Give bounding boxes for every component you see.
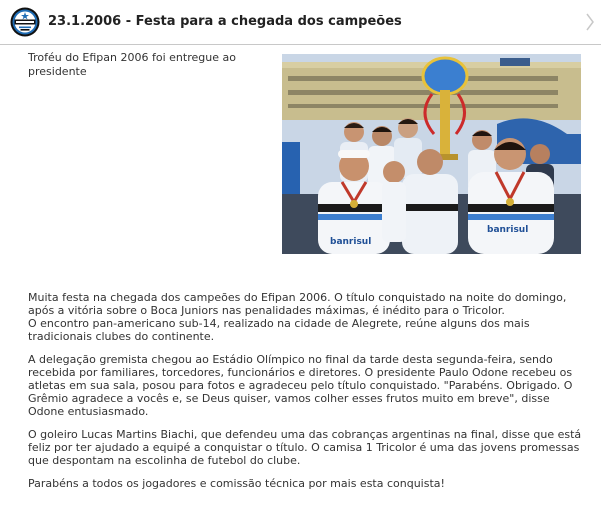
page-title: 23.1.2006 - Festa para a chegada dos campeões [48, 14, 402, 29]
article-paragraph-1: Muita festa na chegada dos campeões do Efipan 2006. O título conquistado na noite do domingo, após a vitória sobre o Boca Juniors nas penalidades máximas, é inédito para o Tricolor. O encontro pan-americano sub-14, realizado na cidade de Alegrete, reúne alguns dos mais tradicionais clubes do continente. [28, 291, 567, 343]
shirt-sponsor-left: banrisul [330, 237, 372, 247]
article-paragraph-3: O goleiro Lucas Martins Biachi, que defendeu uma das cobranças argentinas na final, disse que está feliz por ter ajudado a equipé a conquistar o título. O camisa 1 Tricolor é uma das jovens promessas que despontam na escolinha de futebol do clube. [28, 428, 582, 467]
article-paragraph-2: A delegação gremista chegou ao Estádio Olímpico no final da tarde desta segunda-feira, sendo recebida por familiares, torcedores, funcionários e diretores. O presidente Paulo Odone recebeu os atletas em sua sala, posou para fotos e agradeceu pelo título conquistado. "Parabéns. Obrigado. O Grêmio agradece a vocês e, se Deus quiser, vamos colher esses frutos muito em breve", disse Odone entusiasmado. [28, 353, 573, 418]
chevron-right-icon[interactable] [585, 12, 595, 32]
article-paragraph-4: Parabéns a todos os jogadores e comissão técnica por mais esta conquista! [28, 477, 445, 490]
gremio-crest-icon [10, 7, 40, 37]
photo-caption: Troféu do Efipan 2006 foi entregue ao presidente [28, 51, 236, 78]
article-header [0, 0, 601, 45]
article-body [28, 291, 588, 500]
team-photo [282, 54, 581, 254]
shirt-sponsor-right: banrisul [487, 225, 529, 235]
